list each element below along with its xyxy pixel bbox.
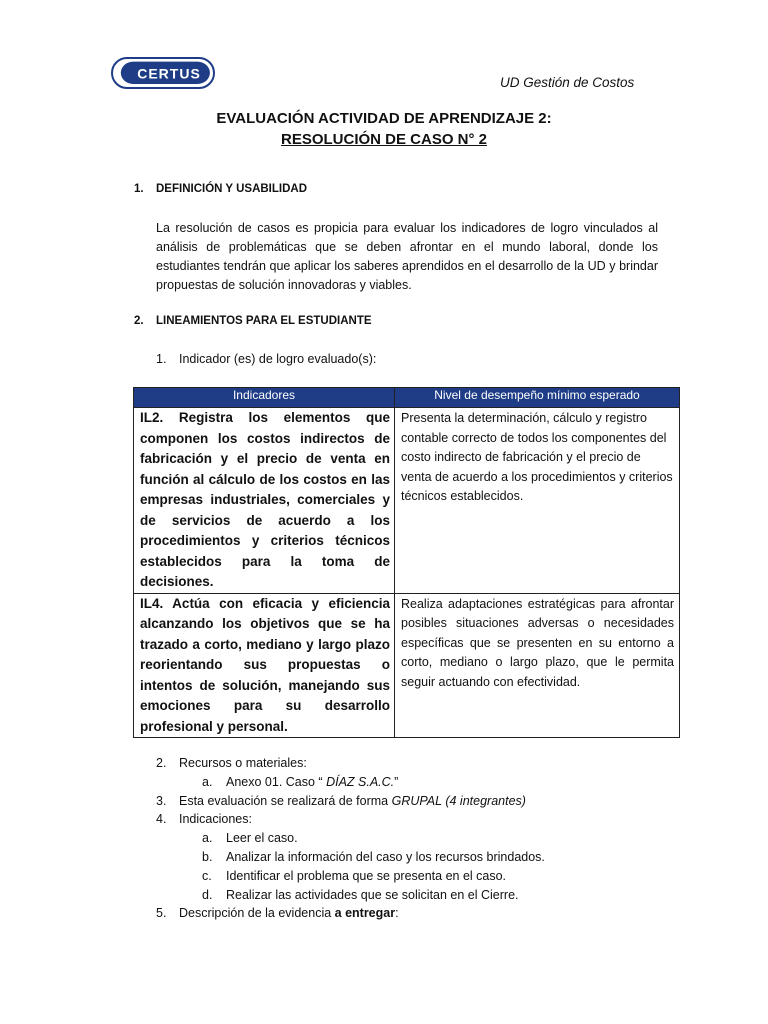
document-subtitle: RESOLUCIÓN DE CASO N° 2 (280, 131, 488, 148)
section-2-heading (134, 315, 372, 327)
sub-letter: b. (202, 849, 213, 864)
guidelines-list (156, 754, 676, 923)
list-number: 4. (156, 812, 167, 827)
sub-text: Identificar el problema que se presenta en el caso. (226, 868, 507, 883)
sub-item (156, 867, 676, 886)
sub-letter: c. (202, 868, 212, 883)
list-number: 3. (156, 793, 167, 808)
sub-letter: d. (202, 887, 213, 902)
column-header-indicators: Indicadores (134, 388, 395, 408)
logo-text: CERTUS (137, 65, 201, 82)
indicator-cell: IL4. Actúa con eficacia y eficiencia alcanzando los objetivos que se ha trazado a corto, mediano y largo plazo reorientando sus propuestas o intentos de solución, manejando sus emociones para su desarrollo profesional y personal. (134, 593, 395, 738)
sub-item (156, 829, 676, 848)
group-size: GRUPAL (4 integrantes) (391, 793, 526, 808)
list-text: Esta evaluación se realizará de forma (179, 793, 392, 808)
list-item-resources (156, 754, 676, 773)
list-item-evidence (156, 904, 676, 923)
level-cell: Presenta la determinación, cálculo y registro contable correcto de todos los componentes del costo indirecto de fabricación y el precio de venta de acuerdo a los procedimientos y criterios técnicos establecidos. (395, 408, 680, 594)
list-text: Descripción de la evidencia (179, 906, 335, 921)
list-item-indicators (156, 350, 376, 369)
logo-badge-icon (111, 57, 215, 89)
sub-text-suffix: ” (394, 774, 399, 789)
certus-logo (111, 57, 215, 89)
sub-item-annex (156, 773, 676, 792)
section-1-heading (134, 183, 307, 195)
section-number: 2. (134, 315, 144, 327)
indicator-cell: IL2. Registra los elementos que componen los costos indirectos de fabricación y el precio de venta en función al cálculo de los costos en las empresas industriales, comerciales y de servicios de acuerdo a los procedimientos y criterios técnicos establecidos para la toma de decisiones. (134, 408, 395, 594)
section-title: DEFINICIÓN Y USABILIDAD (156, 183, 308, 195)
section-number: 1. (134, 183, 144, 195)
document-title: EVALUACIÓN ACTIVIDAD DE APRENDIZAJE 2: (216, 110, 552, 127)
sub-text-prefix: Anexo 01. Caso “ (226, 774, 327, 789)
course-name: UD Gestión de Costos (500, 75, 635, 90)
sub-text: Realizar las actividades que se solicitan en el Cierre. (226, 887, 519, 902)
indicators-table (133, 387, 680, 738)
case-name: DÍAZ S.A.C. (326, 774, 395, 789)
list-text-suffix: : (395, 906, 399, 921)
list-item-group (156, 792, 676, 811)
table-row (134, 408, 680, 594)
sub-text: Analizar la información del caso y los recursos brindados. (226, 849, 545, 864)
table-header-row (134, 388, 680, 408)
list-number: 1. (156, 352, 167, 366)
column-header-level: Nivel de desempeño mínimo esperado (395, 388, 680, 408)
level-cell: Realiza adaptaciones estratégicas para afrontar posibles situaciones adversas o necesidades específicas que se presenten en su entorno a corto, mediano o largo plazo, que le permita seguir actuando con efectividad. (395, 593, 680, 738)
sub-letter: a. (202, 831, 213, 846)
list-text: Recursos o materiales: (179, 756, 307, 770)
list-text: Indicador (es) de logro evaluado(s): (179, 352, 377, 366)
list-number: 2. (156, 756, 167, 770)
sub-item (156, 848, 676, 867)
section-1-paragraph: La resolución de casos es propicia para evaluar los indicadores de logro vinculados al análisis de problemáticas que se deben afrontar en el mundo laboral, donde los estudiantes tendrán que aplicar los saberes aprendidos en el desarrollo de la UD y brindar propuestas de solución innovadoras y viables. (156, 221, 658, 292)
sub-item (156, 886, 676, 905)
list-text: Indicaciones: (179, 812, 252, 827)
sub-letter: a. (202, 774, 213, 789)
sub-text: Leer el caso. (226, 831, 298, 846)
list-item-instructions (156, 810, 676, 829)
list-number: 5. (156, 906, 167, 921)
table-row (134, 593, 680, 738)
section-title: LINEAMIENTOS PARA EL ESTUDIANTE (156, 315, 372, 327)
evidence-emphasis: a entregar (334, 906, 396, 921)
